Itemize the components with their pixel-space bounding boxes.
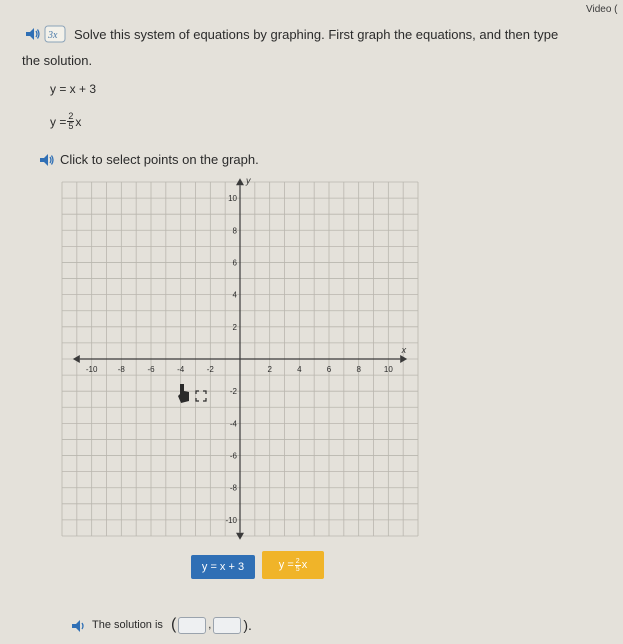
- y-axis-label: y: [246, 175, 251, 186]
- y-tick-label: 10: [228, 194, 237, 204]
- speaker-icon[interactable]: [72, 620, 86, 632]
- x-tick-label: -4: [177, 365, 185, 374]
- y-tick-label: -4: [229, 419, 237, 429]
- fraction-numerator: 2: [68, 111, 74, 121]
- x-coordinate-input[interactable]: [178, 617, 206, 634]
- speaker-icon[interactable]: [40, 154, 54, 166]
- y-coordinate-input[interactable]: [213, 617, 241, 634]
- y-tick-label: -6: [229, 451, 237, 461]
- y-tick-label: -8: [229, 483, 237, 493]
- question-prompt-continued: the solution.: [22, 53, 93, 68]
- close-paren: ).: [243, 617, 252, 633]
- y-tick-label: 6: [232, 258, 237, 268]
- answer-row: [92, 616, 252, 634]
- open-paren: (: [170, 616, 177, 633]
- select-equation-2-button[interactable]: [262, 551, 324, 579]
- equation-2: [50, 112, 81, 131]
- x-axis-label: x: [401, 345, 407, 355]
- y-tick-label: -2: [229, 387, 237, 397]
- equation-2-variable: x: [75, 114, 82, 129]
- speaker-icon[interactable]: [26, 28, 40, 40]
- x-tick-label: 2: [267, 365, 272, 374]
- answer-label: The solution is: [92, 619, 163, 631]
- y-tick-label: -10: [225, 515, 237, 525]
- fraction-denominator: 5: [68, 121, 74, 131]
- axes: [73, 175, 407, 540]
- x-tick-label: 10: [383, 365, 393, 374]
- x-axis-arrow-left: [73, 355, 80, 363]
- y-tick-label: 2: [232, 322, 237, 332]
- fraction-numerator: 2: [295, 557, 300, 565]
- equation-2-lhs: y =: [50, 114, 67, 129]
- video-link[interactable]: Video (: [586, 4, 618, 15]
- equation-2-button-variable: x: [301, 559, 308, 571]
- x-tick-label: -8: [117, 365, 125, 374]
- equation-2-button-fraction: [295, 558, 301, 573]
- x-tick-label: 6: [326, 365, 332, 374]
- x-tick-label: -10: [85, 365, 98, 374]
- coordinate-grid[interactable]: [62, 175, 418, 536]
- hint-icon[interactable]: [44, 25, 66, 43]
- x-tick-label: 4: [297, 365, 302, 374]
- equation-1-button-label: y = x + 3: [201, 561, 245, 573]
- x-tick-label: 8: [356, 365, 361, 374]
- x-tick-label: -2: [206, 365, 214, 374]
- svg-text:3x: 3x: [48, 30, 58, 41]
- y-tick-label: 4: [232, 290, 237, 300]
- comma: ,: [208, 619, 212, 631]
- y-tick-label: 8: [232, 226, 237, 236]
- equation-2-button-lhs: y =: [278, 559, 294, 571]
- x-tick-label: -6: [147, 365, 155, 374]
- equation-1: y = x + 3: [50, 82, 97, 96]
- equation-2-fraction: [67, 112, 74, 131]
- select-equation-1-button[interactable]: [191, 555, 255, 579]
- x-axis-arrow-right: [400, 355, 407, 363]
- cursor-hand-icon: [176, 382, 192, 404]
- point-marker-icon: [195, 390, 207, 402]
- graph-instruction: Click to select points on the graph.: [60, 152, 259, 167]
- fraction-denominator: 5: [295, 565, 300, 573]
- question-prompt: Solve this system of equations by graphing. First graph the equations, and then type: [74, 27, 559, 42]
